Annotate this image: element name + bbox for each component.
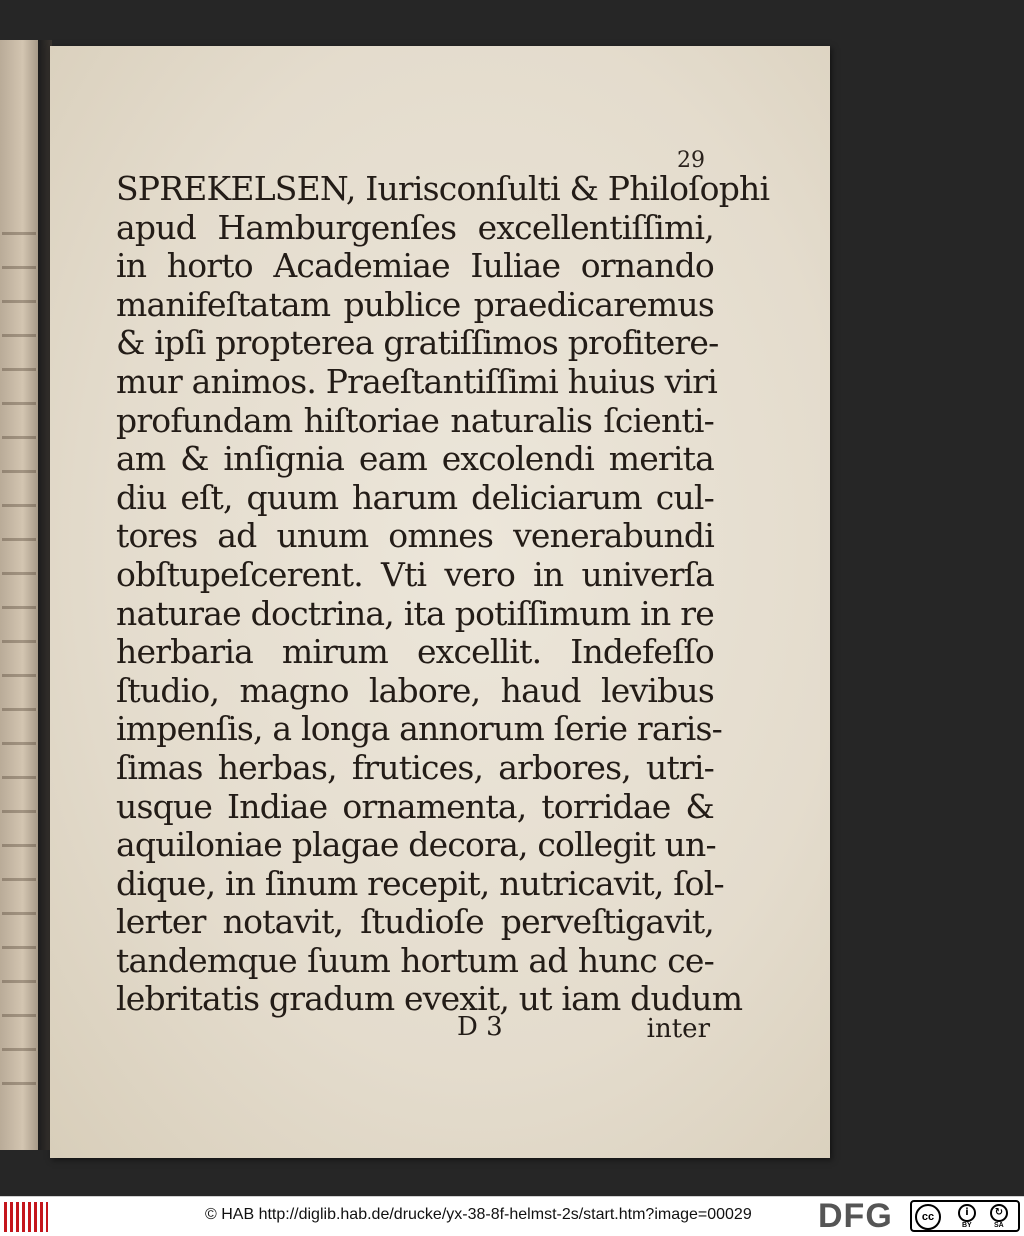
hab-logo-icon[interactable]: [4, 1202, 48, 1232]
person-icon: i: [958, 1204, 976, 1222]
text-line: aquiloniae plagae decora, collegit un-: [116, 825, 716, 865]
cc-icon: cc: [915, 1204, 941, 1230]
text-line: am & inſignia eam excolendi merita: [116, 439, 714, 479]
text-line: mur animos. Praeſtantiſſimi huius viri: [116, 361, 717, 401]
text-line: diu eſt, quum harum deliciarum cul-: [116, 477, 714, 517]
text-line: impenſis, a longa annorum ſerie raris-: [116, 709, 722, 749]
facing-page-text-fragment: [2, 210, 36, 1110]
cc-by-label: BY: [962, 1222, 972, 1229]
text-line: dique, in ſinum recepit, nutricavit, ſol-: [116, 863, 724, 903]
text-line: manifeſtatam publice praedicaremus: [116, 284, 714, 324]
share-alike-icon: ↻: [990, 1204, 1008, 1222]
signature-mark: D 3: [457, 1012, 503, 1042]
cc-by-sa-icon[interactable]: [910, 1200, 1020, 1232]
text-line: SPREKELSEN, Iurisconſulti & Philoſophi: [116, 169, 770, 208]
text-line: lerter notavit, ſtudioſe perveſtigavit,: [116, 902, 714, 942]
page-text-block: [116, 169, 770, 1019]
catchword: inter: [646, 1014, 710, 1044]
text-line: apud Hamburgenſes excellentiſſimi,: [116, 207, 714, 247]
facing-page-edge: [0, 40, 38, 1150]
text-line: tores ad unum omnes venerabundi: [116, 516, 714, 556]
text-line: herbaria mirum excellit. Indefeſſo: [116, 632, 714, 672]
text-line: naturae doctrina, ita potiſſimum in re: [116, 593, 714, 633]
text-line: profundam hiſtoriae naturalis ſcienti-: [116, 400, 714, 440]
text-line: & ipſi propterea gratiſſimos profitere-: [116, 323, 719, 363]
source-url-link[interactable]: © HAB http://diglib.hab.de/drucke/yx-38-8f-helmst-2s/start.htm?image=00029: [205, 1206, 752, 1223]
page-number: 29: [677, 148, 705, 173]
text-line: ſimas herbas, frutices, arbores, utri-: [116, 747, 714, 787]
text-line: usque Indiae ornamenta, torridae &: [116, 786, 714, 826]
text-line: obſtupeſcerent. Vti vero in univerſa: [116, 554, 714, 594]
page-footer: [116, 1012, 714, 1048]
text-line: in horto Academiae Iuliae ornando: [116, 246, 714, 286]
text-line: tandemque ſuum hortum ad hunc ce-: [116, 940, 714, 980]
text-line: ſtudio, magno labore, haud levibus: [116, 670, 714, 710]
cc-sa-label: SA: [994, 1222, 1004, 1229]
dfg-logo-icon[interactable]: DFG: [818, 1197, 893, 1235]
footer-bar: [0, 1196, 1024, 1236]
text-line: lebritatis gradum evexit, ut iam dudum: [116, 979, 743, 1019]
